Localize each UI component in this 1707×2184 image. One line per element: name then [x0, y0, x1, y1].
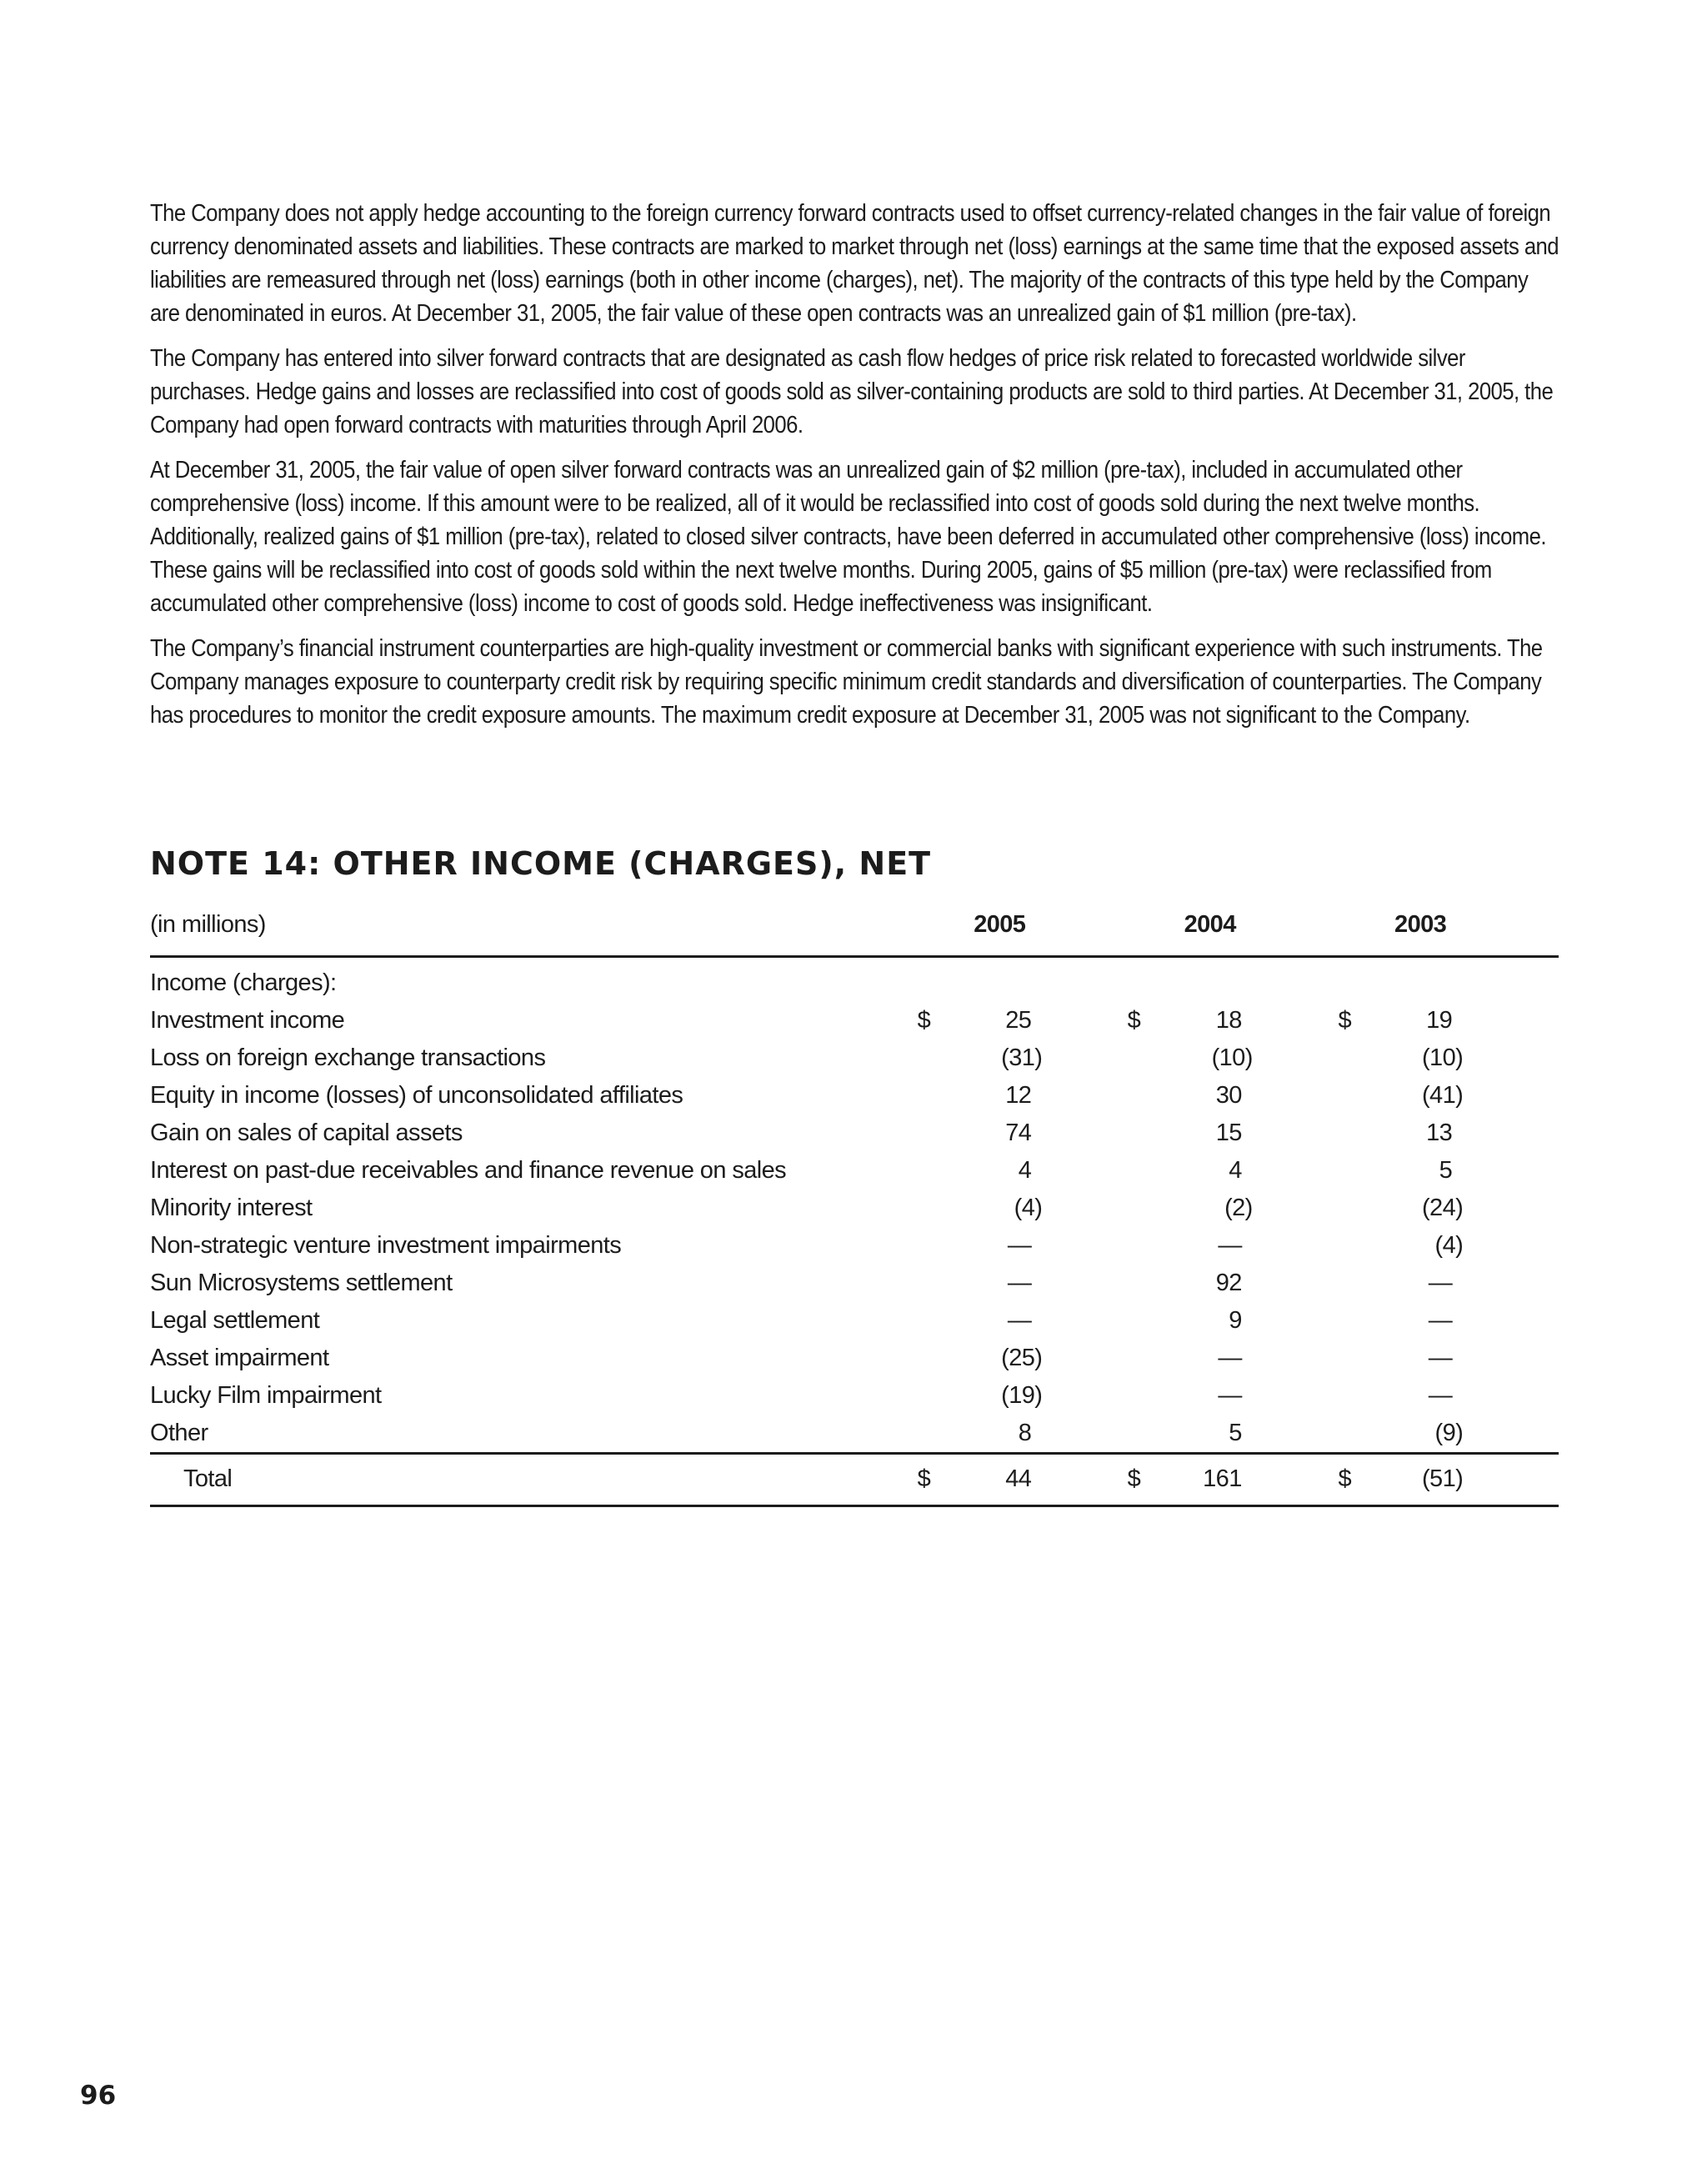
value-text: (4)	[1014, 1194, 1043, 1221]
value-cell-2004	[1140, 1265, 1253, 1302]
value-cell-2005	[930, 1415, 1042, 1454]
currency-symbol	[1104, 1265, 1140, 1302]
table-body	[150, 956, 1559, 1505]
currency-symbol	[1104, 1415, 1140, 1454]
row-label: Gain on sales of capital assets	[150, 1119, 463, 1146]
column-spacer	[1253, 1340, 1314, 1377]
currency-symbol	[1104, 1302, 1140, 1340]
column-spacer	[1463, 1415, 1559, 1454]
value-cell-2003	[1351, 1415, 1463, 1454]
table-row	[150, 1415, 1559, 1454]
value-cell-2003	[1351, 1002, 1463, 1039]
column-spacer	[1042, 1340, 1104, 1377]
row-label: Other	[150, 1419, 208, 1446]
paragraph-silver-fair-value: At December 31, 2005, the fair value of open silver forward contracts was an unrealized gain of $2 million (pre-tax), included in accumulated other comprehensive (loss) income. If this amount were to be realized, all of it would be reclassified into cost of goods sold during the next twelve months. Additionally, realized gains of $1 million (pre-tax), related to closed silver contracts, have been deferred in accumulated other comprehensive (loss) income. These gains will be reclassified into cost of goods sold within the next twelve months. During 2005, gains of $5 million (pre-tax) were reclassified from accumulated other comprehensive (loss) income to cost of goods sold. Hedge ineffectiveness was insignificant.	[150, 457, 1546, 617]
value-text: —	[1428, 1381, 1453, 1409]
currency-symbol	[894, 1039, 931, 1077]
value-cell-2003	[1351, 1377, 1463, 1415]
value-text: (19)	[1001, 1381, 1043, 1409]
currency-symbol	[894, 1152, 931, 1190]
value-text: 12	[1005, 1081, 1032, 1109]
column-spacer	[1042, 1377, 1104, 1415]
total-row	[150, 1453, 1559, 1505]
year-header-2004: 2004	[1104, 909, 1253, 956]
column-spacer	[1463, 1302, 1559, 1340]
value-cell-2004	[1140, 1002, 1253, 1039]
column-spacer	[1253, 1039, 1314, 1077]
column-spacer	[1253, 1453, 1314, 1505]
currency-symbol	[1104, 1190, 1140, 1227]
value-text: (24)	[1422, 1194, 1464, 1221]
value-cell-2004	[1140, 1190, 1253, 1227]
column-spacer	[1042, 1002, 1104, 1039]
table-row	[150, 1152, 1559, 1190]
table-row	[150, 1115, 1559, 1152]
value-text: (2)	[1224, 1194, 1253, 1221]
value-cell-2005	[930, 1227, 1042, 1265]
value-text: —	[1218, 1231, 1242, 1259]
value-cell-2005	[930, 1002, 1042, 1039]
value-cell-2003	[1351, 1340, 1463, 1377]
row-label: Sun Microsystems settlement	[150, 1269, 453, 1296]
column-spacer	[1042, 1077, 1104, 1115]
value-text: (10)	[1211, 1044, 1253, 1071]
value-text: 13	[1426, 1119, 1453, 1146]
column-spacer	[1253, 1377, 1314, 1415]
currency-symbol: $	[894, 1453, 931, 1505]
value-text: (4)	[1434, 1231, 1464, 1259]
currency-symbol	[1314, 1077, 1351, 1115]
page-content	[150, 197, 1559, 1492]
value-cell-2004	[1140, 1115, 1253, 1152]
column-spacer	[1463, 1340, 1559, 1377]
table-row	[150, 1227, 1559, 1265]
value-text: 9	[1229, 1306, 1242, 1334]
column-spacer	[1042, 1453, 1104, 1505]
value-cell-2003	[1351, 1227, 1463, 1265]
value-text: (25)	[1001, 1344, 1043, 1371]
value-text: —	[1007, 1231, 1032, 1259]
currency-symbol	[894, 1302, 931, 1340]
currency-symbol	[1104, 1377, 1140, 1415]
value-text: —	[1218, 1344, 1242, 1371]
value-cell-2005	[930, 1265, 1042, 1302]
currency-symbol	[1314, 1265, 1351, 1302]
value-text: —	[1428, 1269, 1453, 1296]
column-spacer	[1253, 1190, 1314, 1227]
value-text: 4	[1229, 1156, 1242, 1184]
value-cell-2003	[1351, 1265, 1463, 1302]
value-cell-2003	[1351, 1077, 1463, 1115]
value-cell-2005	[930, 1152, 1042, 1190]
row-label: Loss on foreign exchange transactions	[150, 1044, 546, 1071]
column-spacer	[1253, 1265, 1314, 1302]
currency-symbol	[1104, 1227, 1140, 1265]
column-spacer	[1463, 1077, 1559, 1115]
value-cell-2005	[930, 1115, 1042, 1152]
column-spacer	[1042, 1115, 1104, 1152]
value-text: —	[1428, 1344, 1453, 1371]
currency-symbol	[894, 1077, 931, 1115]
table-row	[150, 1039, 1559, 1077]
currency-symbol	[1314, 1340, 1351, 1377]
column-spacer	[1042, 1302, 1104, 1340]
column-spacer	[1253, 1302, 1314, 1340]
column-spacer	[1463, 1377, 1559, 1415]
paragraph-counterparties: The Company’s financial instrument counterparties are high-quality investment or commercial banks with significant experience with such instruments. The Company manages exposure to counterparty credit risk by requiring specific minimum credit standards and diversification of counterparties. The Company has procedures to monitor the credit exposure amounts. The maximum credit exposure at December 31, 2005 was not significant to the Company.	[150, 635, 1543, 729]
column-spacer	[1253, 1115, 1314, 1152]
column-spacer	[1463, 1227, 1559, 1265]
value-text: 161	[1203, 1465, 1242, 1492]
currency-symbol	[1104, 1077, 1140, 1115]
value-cell-2004	[1140, 1377, 1253, 1415]
currency-symbol	[1314, 1302, 1351, 1340]
section-label: Income (charges):	[150, 969, 337, 996]
value-cell-2003	[1351, 1115, 1463, 1152]
row-label: Investment income	[150, 1006, 345, 1034]
value-text: 8	[1018, 1419, 1032, 1446]
note-heading: NOTE 14: OTHER INCOME (CHARGES), NET	[150, 845, 932, 882]
table-row	[150, 1002, 1559, 1039]
value-text: 18	[1215, 1006, 1242, 1034]
paragraph-fx-contracts: The Company does not apply hedge accounting to the foreign currency forward contracts used to offset currency-related changes in the fair value of foreign currency denominated assets and liabilities. These contracts are marked to market through net (loss) earnings at the same time that the exposed assets and liabilities are remeasured through net (loss) earnings (both in other income (charges), net). The majority of the contracts of this type held by the Company are denominated in euros. At December 31, 2005, the fair value of these open contracts was an unrealized gain of $1 million (pre-tax).	[150, 200, 1559, 327]
value-text: —	[1218, 1381, 1242, 1409]
currency-symbol	[894, 1340, 931, 1377]
unit-label: (in millions)	[150, 909, 894, 956]
value-cell-2005	[930, 1453, 1042, 1505]
currency-symbol	[1104, 1340, 1140, 1377]
column-spacer	[1253, 1002, 1314, 1039]
column-spacer	[1253, 1152, 1314, 1190]
currency-symbol: $	[1127, 1006, 1141, 1034]
value-cell-2004	[1140, 1302, 1253, 1340]
value-text: (31)	[1001, 1044, 1043, 1071]
currency-symbol	[1314, 1190, 1351, 1227]
value-cell-2004	[1140, 1039, 1253, 1077]
column-spacer	[1042, 1415, 1104, 1454]
value-text: (41)	[1422, 1081, 1464, 1109]
other-income-table	[150, 909, 1559, 1507]
column-spacer	[1253, 1077, 1314, 1115]
column-spacer	[1253, 1227, 1314, 1265]
value-text: (10)	[1422, 1044, 1464, 1071]
currency-symbol	[894, 1227, 931, 1265]
row-label: Equity in income (losses) of unconsolidated affiliates	[150, 1081, 683, 1109]
currency-symbol	[894, 1377, 931, 1415]
column-spacer	[1042, 1152, 1104, 1190]
table-row	[150, 1265, 1559, 1302]
value-text: —	[1428, 1306, 1453, 1334]
currency-symbol	[894, 1190, 931, 1227]
row-label: Lucky Film impairment	[150, 1381, 382, 1409]
table-row	[150, 1340, 1559, 1377]
value-cell-2005	[930, 1377, 1042, 1415]
currency-symbol	[1314, 1115, 1351, 1152]
column-spacer	[1463, 1002, 1559, 1039]
value-cell-2003	[1351, 1302, 1463, 1340]
year-header-2003: 2003	[1314, 909, 1463, 956]
value-text: 74	[1005, 1119, 1032, 1146]
currency-symbol	[1104, 1115, 1140, 1152]
value-cell-2004	[1140, 1077, 1253, 1115]
value-text: —	[1007, 1269, 1032, 1296]
value-cell-2003	[1351, 1039, 1463, 1077]
value-cell-2005	[930, 1302, 1042, 1340]
currency-symbol	[894, 1265, 931, 1302]
value-text: 5	[1439, 1156, 1453, 1184]
currency-symbol: $	[1104, 1453, 1140, 1505]
value-text: 5	[1229, 1419, 1242, 1446]
value-cell-2005	[930, 1340, 1042, 1377]
currency-symbol	[894, 1115, 931, 1152]
total-label: Total	[150, 1453, 894, 1505]
value-text: 19	[1426, 1006, 1453, 1034]
currency-symbol	[1314, 1377, 1351, 1415]
value-text: (51)	[1422, 1465, 1464, 1492]
column-spacer	[1463, 1152, 1559, 1190]
value-text: 44	[1005, 1465, 1032, 1492]
currency-symbol	[894, 1415, 931, 1454]
currency-symbol	[1314, 1415, 1351, 1454]
value-cell-2004	[1140, 1415, 1253, 1454]
value-cell-2004	[1140, 1227, 1253, 1265]
column-spacer	[1253, 1415, 1314, 1454]
paragraph-silver-contracts: The Company has entered into silver forward contracts that are designated as cash flow hedges of price risk related to forecasted worldwide silver purchases. Hedge gains and losses are reclassified into cost of goods sold as silver-containing products are sold to third parties. At December 31, 2005, the Company had open forward contracts with maturities through April 2006.	[150, 345, 1554, 438]
value-cell-2005	[930, 1039, 1042, 1077]
value-cell-2004	[1140, 1152, 1253, 1190]
value-text: (9)	[1434, 1419, 1464, 1446]
value-cell-2003	[1351, 1152, 1463, 1190]
year-header-2005: 2005	[894, 909, 1043, 956]
table-row	[150, 1190, 1559, 1227]
column-spacer	[1042, 1227, 1104, 1265]
column-spacer	[1042, 1039, 1104, 1077]
value-cell-2003	[1351, 1190, 1463, 1227]
value-text: 4	[1018, 1156, 1032, 1184]
currency-symbol: $	[1314, 1453, 1351, 1505]
value-text: 25	[1005, 1006, 1032, 1034]
currency-symbol	[1104, 1039, 1140, 1077]
row-label: Minority interest	[150, 1194, 313, 1221]
value-text: 15	[1215, 1119, 1242, 1146]
row-label: Non-strategic venture investment impairments	[150, 1231, 622, 1259]
column-spacer	[1463, 1453, 1559, 1505]
table-row	[150, 1377, 1559, 1415]
currency-symbol	[1314, 1227, 1351, 1265]
currency-symbol: $	[917, 1006, 931, 1034]
value-cell-2003	[1351, 1453, 1463, 1505]
currency-symbol: $	[1338, 1006, 1352, 1034]
column-spacer	[1463, 1265, 1559, 1302]
value-text: 92	[1215, 1269, 1242, 1296]
column-spacer	[1042, 1265, 1104, 1302]
column-spacer	[1463, 1115, 1559, 1152]
column-spacer	[1042, 1190, 1104, 1227]
column-spacer	[1463, 1039, 1559, 1077]
value-cell-2004	[1140, 1453, 1253, 1505]
table-row	[150, 1302, 1559, 1340]
table-row	[150, 1077, 1559, 1115]
value-cell-2005	[930, 1190, 1042, 1227]
value-cell-2004	[1140, 1340, 1253, 1377]
page-number: 96	[80, 2081, 117, 2111]
table-header-row	[150, 909, 1559, 956]
currency-symbol	[1104, 1152, 1140, 1190]
currency-symbol	[1314, 1152, 1351, 1190]
row-label: Asset impairment	[150, 1344, 329, 1371]
row-label: Legal settlement	[150, 1306, 320, 1334]
value-text: —	[1007, 1306, 1032, 1334]
row-label: Interest on past-due receivables and finance revenue on sales	[150, 1156, 787, 1184]
currency-symbol	[1314, 1039, 1351, 1077]
value-text: 30	[1215, 1081, 1242, 1109]
section-label-row	[150, 956, 1559, 1002]
column-spacer	[1463, 1190, 1559, 1227]
value-cell-2005	[930, 1077, 1042, 1115]
